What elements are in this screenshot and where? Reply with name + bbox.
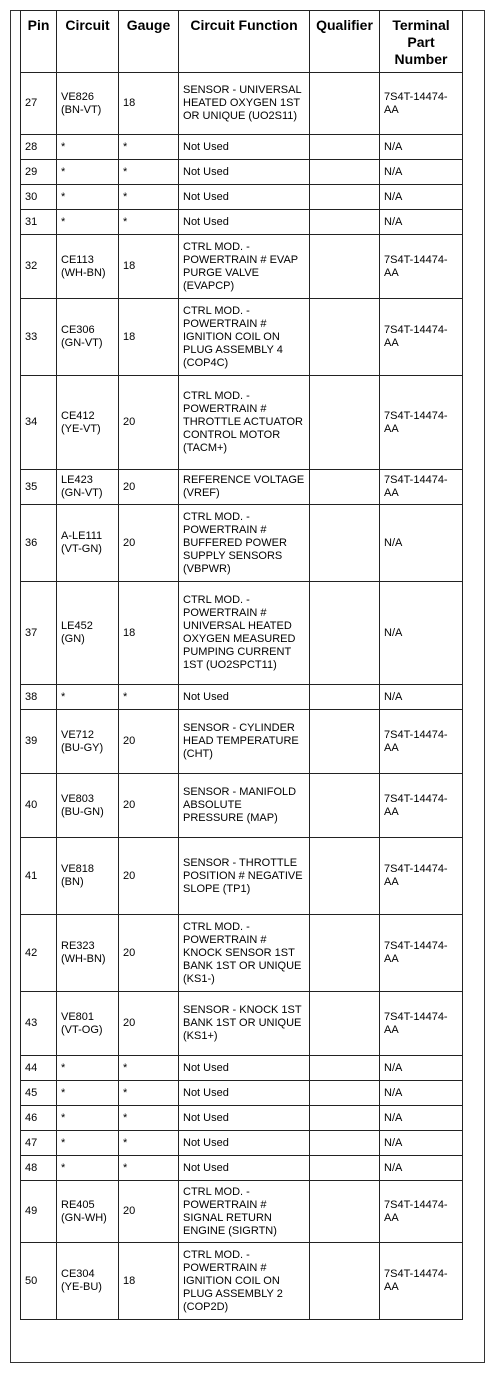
- cell-circuit: LE423 (GN-VT): [57, 470, 119, 505]
- cell-pin: 39: [21, 710, 57, 774]
- cell-pin: 50: [21, 1243, 57, 1320]
- cell-circuit-function: Not Used: [179, 1156, 310, 1181]
- table-row: [21, 73, 463, 135]
- cell-terminal-part-number: N/A: [380, 160, 463, 185]
- cell-circuit: CE306 (GN-VT): [57, 299, 119, 376]
- cell-qualifier: [310, 376, 380, 470]
- cell-circuit-function: CTRL MOD. - POWERTRAIN # IGNITION COIL ON PLUG ASSEMBLY 4 (COP4C): [179, 299, 310, 376]
- cell-qualifier: [310, 1106, 380, 1131]
- cell-gauge: 20: [119, 838, 179, 915]
- cell-circuit: *: [57, 1156, 119, 1181]
- cell-circuit-function: SENSOR - UNIVERSAL HEATED OXYGEN 1ST OR UNIQUE (UO2S11): [179, 73, 310, 135]
- cell-qualifier: [310, 1081, 380, 1106]
- cell-pin: 44: [21, 1056, 57, 1081]
- table-row: [21, 299, 463, 376]
- cell-circuit: CE113 (WH-BN): [57, 235, 119, 299]
- cell-terminal-part-number: 7S4T-14474-AA: [380, 470, 463, 505]
- cell-circuit-function: Not Used: [179, 185, 310, 210]
- cell-circuit: VE803 (BU-GN): [57, 774, 119, 838]
- cell-pin: 49: [21, 1181, 57, 1243]
- cell-circuit: VE712 (BU-GY): [57, 710, 119, 774]
- table-row: [21, 505, 463, 582]
- cell-gauge: *: [119, 185, 179, 210]
- cell-pin: 48: [21, 1156, 57, 1181]
- cell-circuit: CE412 (YE-VT): [57, 376, 119, 470]
- cell-gauge: *: [119, 160, 179, 185]
- cell-terminal-part-number: 7S4T-14474-AA: [380, 915, 463, 992]
- header-pin: Pin: [21, 11, 57, 73]
- cell-terminal-part-number: N/A: [380, 582, 463, 685]
- cell-gauge: *: [119, 135, 179, 160]
- cell-pin: 47: [21, 1131, 57, 1156]
- cell-circuit: *: [57, 210, 119, 235]
- table-row: [21, 582, 463, 685]
- table-row: [21, 710, 463, 774]
- table-row: [21, 1243, 463, 1320]
- cell-terminal-part-number: 7S4T-14474-AA: [380, 73, 463, 135]
- cell-gauge: 18: [119, 582, 179, 685]
- cell-qualifier: [310, 299, 380, 376]
- cell-circuit: *: [57, 135, 119, 160]
- cell-pin: 36: [21, 505, 57, 582]
- cell-pin: 45: [21, 1081, 57, 1106]
- cell-gauge: 20: [119, 710, 179, 774]
- table-row: [21, 1106, 463, 1131]
- cell-qualifier: [310, 582, 380, 685]
- header-circuit-function: Circuit Function: [179, 11, 310, 73]
- cell-qualifier: [310, 160, 380, 185]
- cell-circuit: *: [57, 685, 119, 710]
- cell-circuit: *: [57, 160, 119, 185]
- cell-terminal-part-number: N/A: [380, 1131, 463, 1156]
- cell-qualifier: [310, 685, 380, 710]
- cell-circuit: RE405 (GN-WH): [57, 1181, 119, 1243]
- cell-circuit-function: SENSOR - CYLINDER HEAD TEMPERATURE (CHT): [179, 710, 310, 774]
- cell-pin: 38: [21, 685, 57, 710]
- cell-circuit-function: Not Used: [179, 1081, 310, 1106]
- cell-pin: 41: [21, 838, 57, 915]
- cell-pin: 31: [21, 210, 57, 235]
- table-row: [21, 210, 463, 235]
- cell-circuit-function: SENSOR - KNOCK 1ST BANK 1ST OR UNIQUE (KS1+): [179, 992, 310, 1056]
- cell-qualifier: [310, 774, 380, 838]
- cell-gauge: *: [119, 685, 179, 710]
- table-row: [21, 1181, 463, 1243]
- table-row: [21, 376, 463, 470]
- cell-gauge: 18: [119, 1243, 179, 1320]
- cell-terminal-part-number: N/A: [380, 185, 463, 210]
- cell-terminal-part-number: N/A: [380, 685, 463, 710]
- cell-terminal-part-number: 7S4T-14474-AA: [380, 992, 463, 1056]
- cell-gauge: *: [119, 1081, 179, 1106]
- cell-circuit-function: Not Used: [179, 1106, 310, 1131]
- cell-pin: 40: [21, 774, 57, 838]
- cell-gauge: *: [119, 210, 179, 235]
- cell-pin: 37: [21, 582, 57, 685]
- cell-gauge: *: [119, 1106, 179, 1131]
- cell-circuit-function: CTRL MOD. - POWERTRAIN # IGNITION COIL ON PLUG ASSEMBLY 2 (COP2D): [179, 1243, 310, 1320]
- cell-circuit-function: CTRL MOD. - POWERTRAIN # KNOCK SENSOR 1ST BANK 1ST OR UNIQUE (KS1-): [179, 915, 310, 992]
- cell-qualifier: [310, 73, 380, 135]
- cell-pin: 34: [21, 376, 57, 470]
- cell-circuit-function: REFERENCE VOLTAGE (VREF): [179, 470, 310, 505]
- table-row: [21, 470, 463, 505]
- cell-circuit: *: [57, 1056, 119, 1081]
- table-row: [21, 185, 463, 210]
- table-row: [21, 1056, 463, 1081]
- cell-terminal-part-number: N/A: [380, 505, 463, 582]
- cell-circuit-function: CTRL MOD. - POWERTRAIN # SIGNAL RETURN ENGINE (SIGRTN): [179, 1181, 310, 1243]
- cell-qualifier: [310, 135, 380, 160]
- cell-circuit: RE323 (WH-BN): [57, 915, 119, 992]
- cell-qualifier: [310, 210, 380, 235]
- cell-qualifier: [310, 1056, 380, 1081]
- cell-gauge: 18: [119, 235, 179, 299]
- cell-pin: 28: [21, 135, 57, 160]
- cell-qualifier: [310, 505, 380, 582]
- cell-circuit-function: Not Used: [179, 160, 310, 185]
- cell-gauge: 18: [119, 73, 179, 135]
- cell-circuit: *: [57, 1106, 119, 1131]
- table-row: [21, 915, 463, 992]
- cell-qualifier: [310, 1181, 380, 1243]
- cell-pin: 35: [21, 470, 57, 505]
- cell-terminal-part-number: N/A: [380, 1106, 463, 1131]
- cell-gauge: 20: [119, 992, 179, 1056]
- cell-terminal-part-number: 7S4T-14474-AA: [380, 1181, 463, 1243]
- cell-gauge: *: [119, 1156, 179, 1181]
- cell-gauge: 20: [119, 470, 179, 505]
- header-gauge: Gauge: [119, 11, 179, 73]
- cell-circuit-function: SENSOR - MANIFOLD ABSOLUTE PRESSURE (MAP): [179, 774, 310, 838]
- cell-circuit: *: [57, 1081, 119, 1106]
- cell-terminal-part-number: N/A: [380, 210, 463, 235]
- cell-qualifier: [310, 185, 380, 210]
- cell-terminal-part-number: N/A: [380, 1056, 463, 1081]
- cell-terminal-part-number: 7S4T-14474-AA: [380, 838, 463, 915]
- header-qualifier: Qualifier: [310, 11, 380, 73]
- cell-qualifier: [310, 838, 380, 915]
- table-row: [21, 1081, 463, 1106]
- cell-terminal-part-number: N/A: [380, 135, 463, 160]
- table-row: [21, 992, 463, 1056]
- table-row: [21, 1131, 463, 1156]
- cell-circuit-function: CTRL MOD. - POWERTRAIN # EVAP PURGE VALVE (EVAPCP): [179, 235, 310, 299]
- cell-circuit-function: Not Used: [179, 1131, 310, 1156]
- cell-pin: 29: [21, 160, 57, 185]
- cell-terminal-part-number: 7S4T-14474-AA: [380, 710, 463, 774]
- table-row: [21, 235, 463, 299]
- cell-qualifier: [310, 470, 380, 505]
- cell-gauge: 20: [119, 915, 179, 992]
- cell-circuit: LE452 (GN): [57, 582, 119, 685]
- cell-terminal-part-number: 7S4T-14474-AA: [380, 376, 463, 470]
- cell-pin: 32: [21, 235, 57, 299]
- cell-qualifier: [310, 992, 380, 1056]
- cell-gauge: 20: [119, 774, 179, 838]
- cell-pin: 27: [21, 73, 57, 135]
- header-row: [21, 11, 463, 73]
- cell-gauge: 20: [119, 376, 179, 470]
- cell-circuit: VE818 (BN): [57, 838, 119, 915]
- cell-circuit-function: SENSOR - THROTTLE POSITION # NEGATIVE SLOPE (TP1): [179, 838, 310, 915]
- cell-qualifier: [310, 915, 380, 992]
- table-row: [21, 160, 463, 185]
- cell-gauge: 20: [119, 1181, 179, 1243]
- connector-pinout-table: [20, 10, 463, 1320]
- table-row: [21, 1156, 463, 1181]
- cell-terminal-part-number: 7S4T-14474-AA: [380, 774, 463, 838]
- cell-circuit: A-LE111 (VT-GN): [57, 505, 119, 582]
- cell-terminal-part-number: N/A: [380, 1156, 463, 1181]
- cell-circuit: *: [57, 1131, 119, 1156]
- cell-terminal-part-number: N/A: [380, 1081, 463, 1106]
- cell-circuit: *: [57, 185, 119, 210]
- table-row: [21, 685, 463, 710]
- cell-circuit: CE304 (YE-BU): [57, 1243, 119, 1320]
- cell-circuit-function: CTRL MOD. - POWERTRAIN # UNIVERSAL HEATED OXYGEN MEASURED PUMPING CURRENT 1ST (UO2SPCT11): [179, 582, 310, 685]
- cell-pin: 33: [21, 299, 57, 376]
- cell-gauge: *: [119, 1131, 179, 1156]
- cell-gauge: 18: [119, 299, 179, 376]
- cell-pin: 46: [21, 1106, 57, 1131]
- cell-circuit-function: Not Used: [179, 210, 310, 235]
- cell-terminal-part-number: 7S4T-14474-AA: [380, 235, 463, 299]
- header-circuit: Circuit: [57, 11, 119, 73]
- table-row: [21, 838, 463, 915]
- cell-qualifier: [310, 1156, 380, 1181]
- cell-circuit: VE826 (BN-VT): [57, 73, 119, 135]
- cell-terminal-part-number: 7S4T-14474-AA: [380, 1243, 463, 1320]
- cell-pin: 42: [21, 915, 57, 992]
- cell-qualifier: [310, 235, 380, 299]
- cell-gauge: *: [119, 1056, 179, 1081]
- cell-circuit-function: Not Used: [179, 135, 310, 160]
- table-row: [21, 774, 463, 838]
- cell-gauge: 20: [119, 505, 179, 582]
- cell-circuit: VE801 (VT-OG): [57, 992, 119, 1056]
- cell-circuit-function: Not Used: [179, 1056, 310, 1081]
- cell-pin: 30: [21, 185, 57, 210]
- cell-pin: 43: [21, 992, 57, 1056]
- cell-qualifier: [310, 1131, 380, 1156]
- table-row: [21, 135, 463, 160]
- cell-qualifier: [310, 1243, 380, 1320]
- cell-terminal-part-number: 7S4T-14474-AA: [380, 299, 463, 376]
- cell-qualifier: [310, 710, 380, 774]
- cell-circuit-function: CTRL MOD. - POWERTRAIN # THROTTLE ACTUATOR CONTROL MOTOR (TACM+): [179, 376, 310, 470]
- header-terminal-part-number: Terminal Part Number: [380, 11, 463, 73]
- cell-circuit-function: Not Used: [179, 685, 310, 710]
- cell-circuit-function: CTRL MOD. - POWERTRAIN # BUFFERED POWER SUPPLY SENSORS (VBPWR): [179, 505, 310, 582]
